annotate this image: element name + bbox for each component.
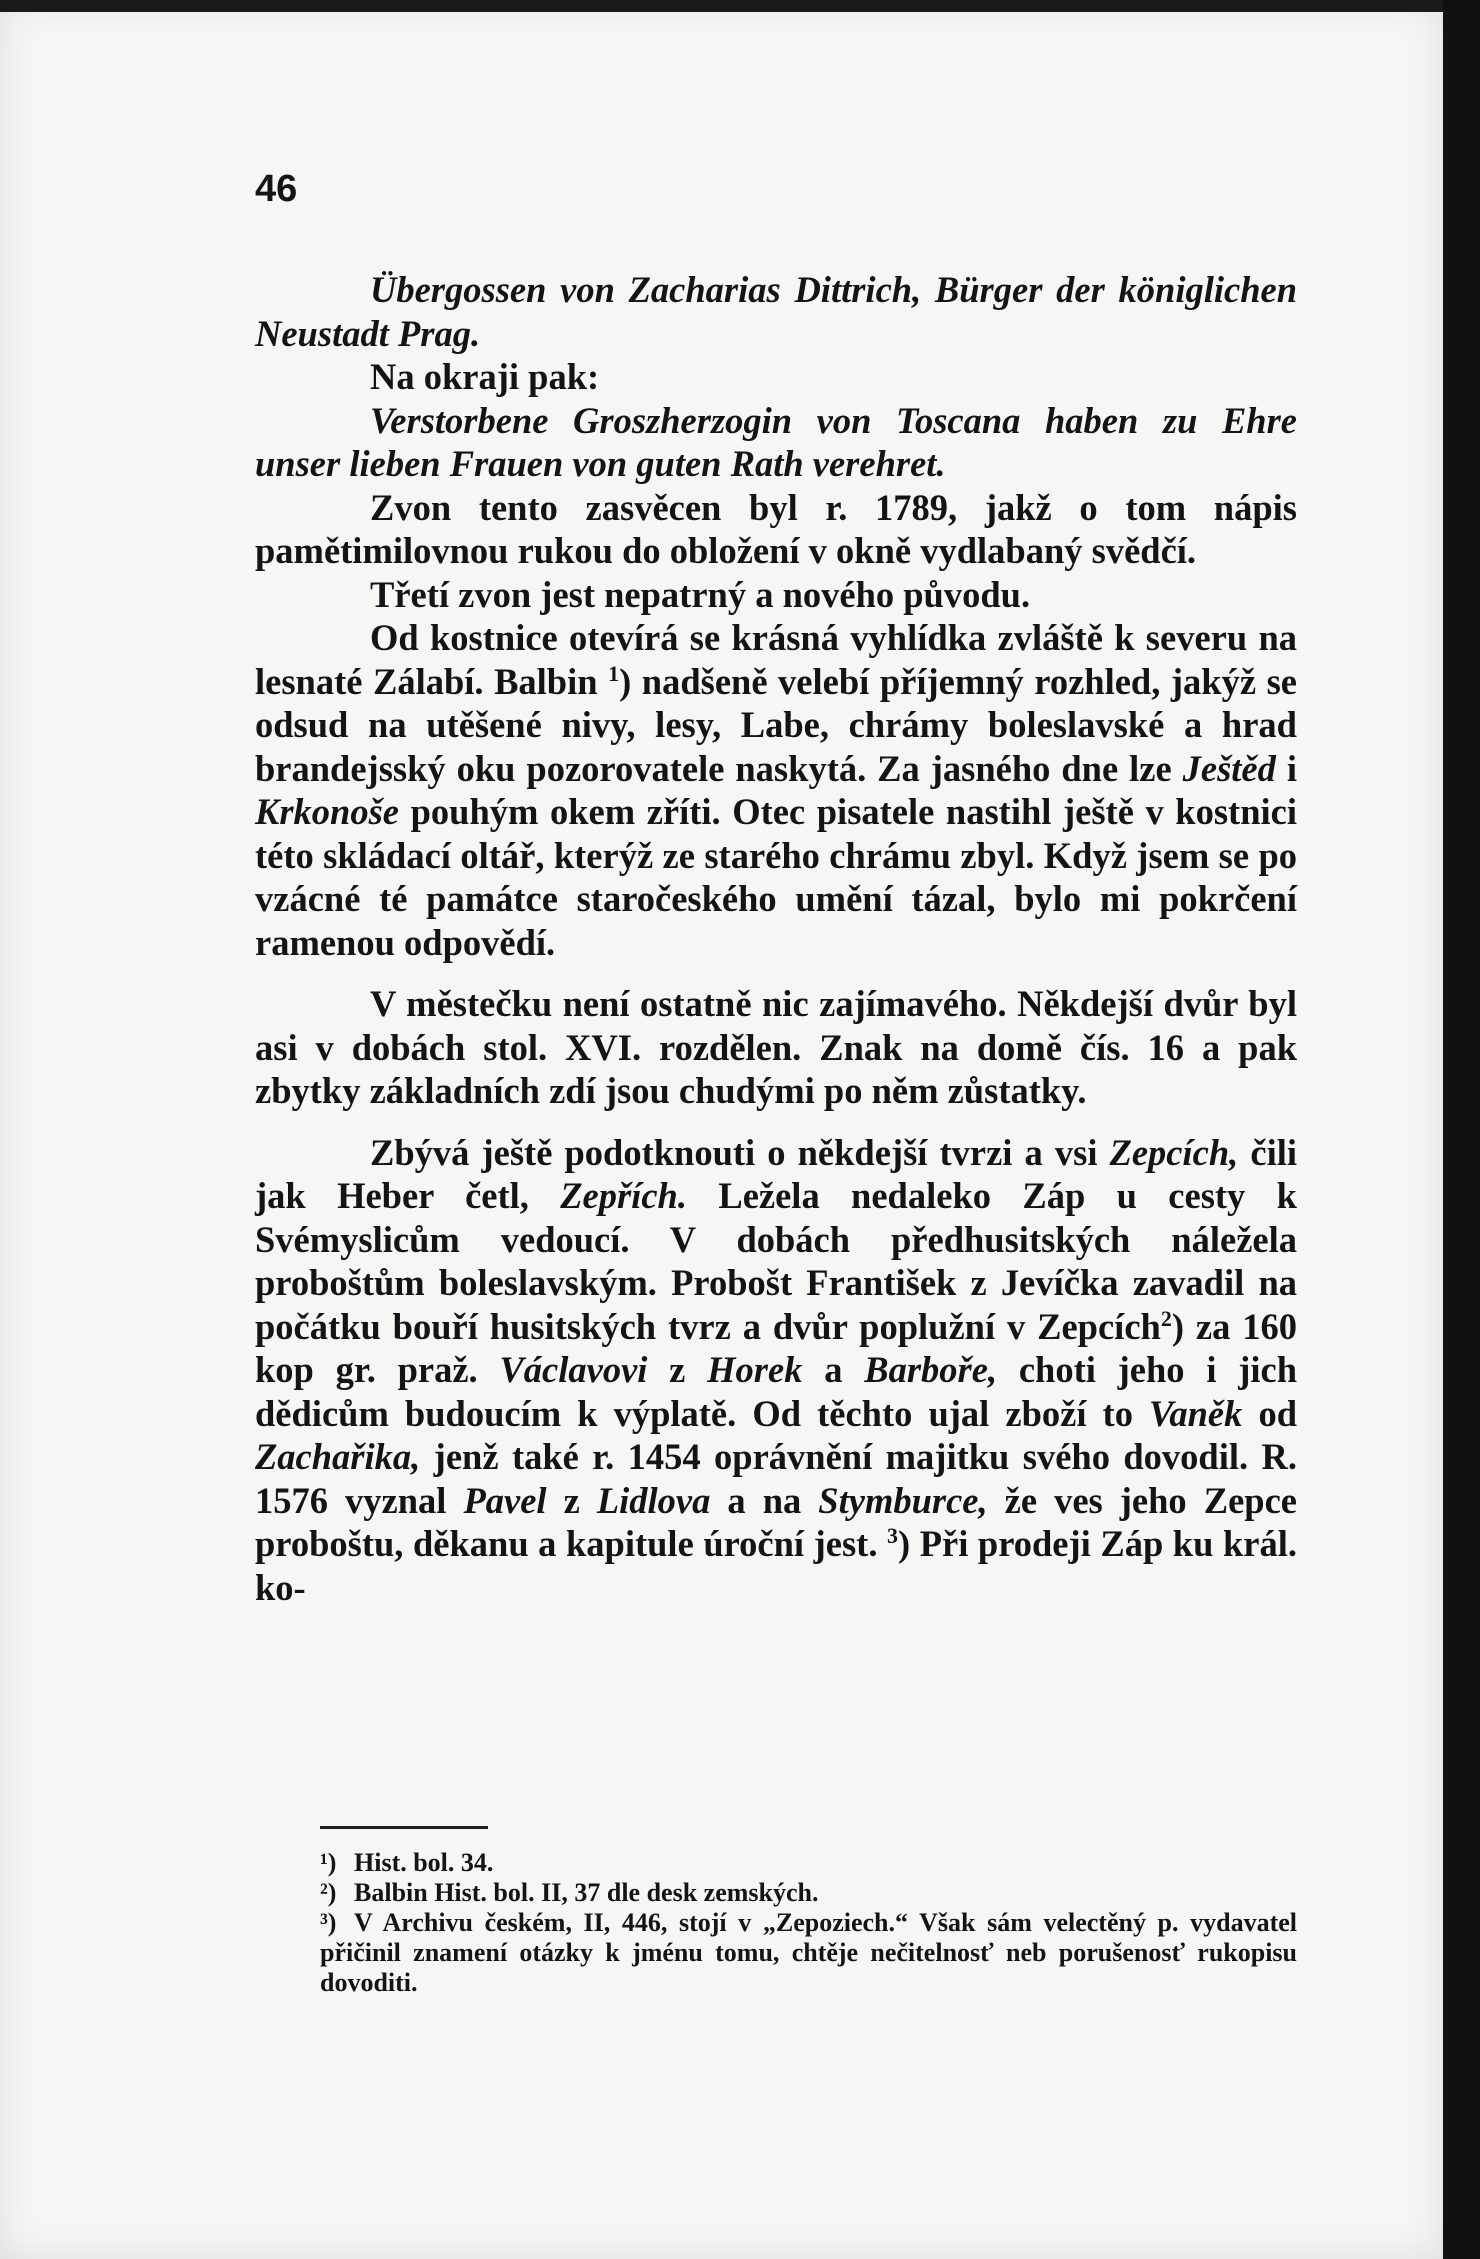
italic-name: Václavovi xyxy=(499,1349,648,1390)
text-run: Od kostnice otevírá se krásná vyhlídka zvláště k severu na lesnaté Zálabí. Balbin xyxy=(255,617,1297,702)
text-run: Zbývá ještě podotknouti o někdejší tvrzi a vsi xyxy=(370,1131,1110,1173)
footnote-text: Hist. bol. 34. xyxy=(354,1848,494,1877)
italic-name: Zepcích, xyxy=(1109,1131,1239,1173)
paragraph: Zvon tento zasvěcen byl r. 1789, jakž o tom nápis pamětimilovnou rukou do obložení v okně vydlabaný svědčí. xyxy=(255,486,1297,571)
footnote-text: V Archivu českém, II, 446, stojí v „Zepoziech.“ Však sám velectěný p. vydavatel přičinil znamení otázky k jménu tomu, chtěje nečitelnosť neb porušenosť rukopisu dovoditi. xyxy=(320,1908,1297,1997)
text-run: pouhým okem zříti. Otec pisatele nastihl ještě v kostnici této skládací oltář, kterýž ze starého chrámu zbyl. Když jsem se po vzácné té památce staročeského umění tázal, bylo mi pokrčení ramenou odpovědí. xyxy=(255,791,1297,963)
italic-name: Horek xyxy=(707,1349,803,1390)
footnote xyxy=(320,1848,1297,1878)
text-run: i xyxy=(1275,747,1297,789)
text-run: ) za 160 kop gr. praž. xyxy=(255,1305,1297,1390)
text-run: z xyxy=(546,1479,597,1521)
page-number: 46 xyxy=(255,168,298,210)
text-run: že ves jeho Zepce proboštu, děkanu a kapitule úroční jest. xyxy=(255,1479,1297,1564)
paragraph xyxy=(255,1131,1297,1610)
text-run: ) nadšeně velebí příjemný rozhled, jakýž se odsud na utěšené nivy, lesy, Labe, chrámy boleslavské a hrad brandejsský oku pozorovatele naskytá. Za jasného dne lze xyxy=(255,660,1297,789)
paragraph: V městečku není ostatně nic zajímavého. Někdejší dvůr byl asi v dobách stol. XVI. rozdělen. Znak na domě čís. 16 a pak zbytky základních zdí jsou chudými po něm zůstatky. xyxy=(255,983,1297,1111)
text-run: čili jak Heber četl, xyxy=(255,1131,1297,1216)
paragraph: Na okraji pak: xyxy=(370,356,600,397)
italic-name: Pavel xyxy=(463,1479,547,1521)
footnote-marker: ¹) xyxy=(320,1848,337,1877)
italic-name: Zachařika, xyxy=(255,1436,421,1477)
footnote-ref[interactable]: 1 xyxy=(608,660,620,686)
text-run: z xyxy=(647,1349,708,1390)
text-run: od xyxy=(1242,1392,1297,1434)
italic-name: Ještěd xyxy=(1182,747,1276,789)
paragraph: Verstorbene Groszherzogin von Toscana haben zu Ehre unser lieben Frauen von guten Rath verehret. xyxy=(255,399,1297,484)
italic-name: Zepřích. xyxy=(560,1175,687,1216)
italic-name: Lidlova xyxy=(596,1479,711,1521)
footnote-rule xyxy=(320,1826,488,1829)
text-run: ) Při prodeji Záp ku král. ko- xyxy=(255,1523,1297,1608)
italic-name: Stymburce, xyxy=(818,1479,988,1521)
scan-right-edge xyxy=(1443,0,1480,2259)
footnote xyxy=(320,1908,1297,1998)
text-run: a xyxy=(802,1349,865,1390)
footnote xyxy=(320,1878,1297,1908)
text-run: choti jeho i jich dědicům budoucím k výplatě. Od těchto ujal zboží to xyxy=(255,1349,1298,1434)
italic-name: Barboře, xyxy=(864,1349,998,1390)
footnote-text: Balbin Hist. bol. II, 37 dle desk zemských. xyxy=(354,1878,819,1907)
italic-name: Vaněk xyxy=(1149,1392,1243,1434)
text-run: a na xyxy=(710,1479,819,1521)
main-text xyxy=(255,268,1297,1609)
footnote-marker: ²) xyxy=(320,1878,337,1907)
footnote-ref[interactable]: 2 xyxy=(1160,1305,1172,1331)
footnotes xyxy=(320,1848,1297,1998)
paragraph: Třetí zvon jest nepatrný a nového původu. xyxy=(370,573,1031,615)
paragraph xyxy=(255,616,1297,964)
footnote-ref[interactable]: 3 xyxy=(887,1522,899,1548)
paragraph: Übergossen von Zacharias Dittrich, Bürger der königlichen Neustadt Prag. xyxy=(255,269,1297,354)
footnote-marker: ³) xyxy=(320,1908,337,1937)
text-run: jenž také r. 1454 oprávnění majitku svého dovodil. R. 1576 vyznal xyxy=(255,1436,1297,1521)
text-run: Ležela nedaleko Záp u cesty k Svémyslicům vedoucí. V dobách předhusitských náležela proboštům boleslavským. Probošt František z Jevíčka zavadil na počátku bouří husitských tvrz a dvůr poplužní v Zepcích xyxy=(255,1175,1297,1347)
scan-top-border xyxy=(0,0,1443,12)
italic-name: Krkonoše xyxy=(255,791,400,832)
